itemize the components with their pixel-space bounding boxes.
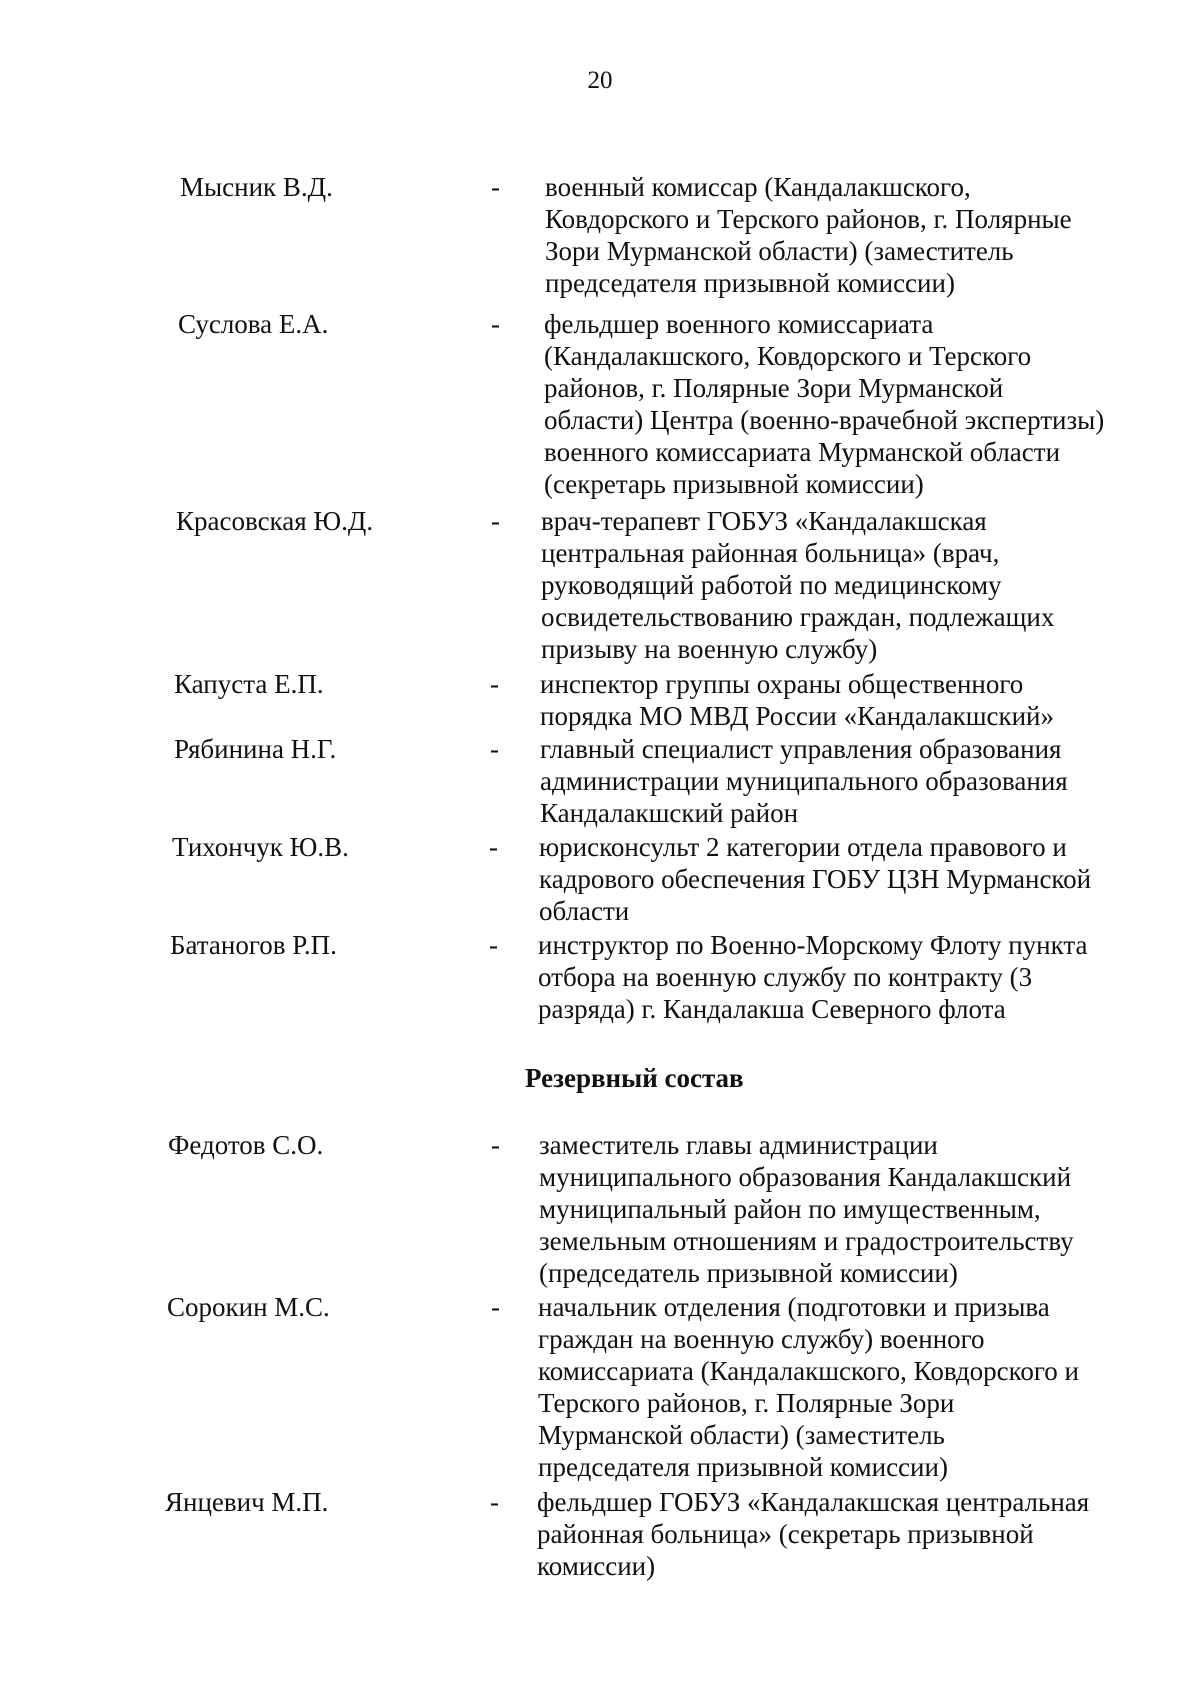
description-line: центральная районная больница» (врач,: [541, 538, 1000, 568]
description-line: инспектор группы охраны общественного: [540, 669, 1024, 699]
description-line: области) Центра (военно-врачебной экспертизы): [544, 405, 1105, 435]
description-line: Зори Мурманской области) (заместитель: [545, 236, 1014, 266]
description-line: председателя призывной комиссии): [538, 1452, 948, 1482]
member-dash: -: [489, 930, 498, 960]
description-line: руководящий работой по медицинскому: [541, 570, 1002, 600]
description-line: (Кандалакшского, Ковдорского и Терского: [544, 341, 1032, 371]
description-line: фельдшер военного комиссариата: [544, 309, 934, 339]
description-line: земельным отношениям и градостроительству: [539, 1226, 1074, 1256]
member-name: Батаногов Р.П.: [170, 930, 337, 960]
member-name: Рябинина Н.Г.: [174, 734, 337, 764]
member-description: [538, 929, 1087, 1025]
member-dash: -: [491, 309, 500, 339]
description-line: кадрового обеспечения ГОБУ ЦЗН Мурманской: [539, 864, 1092, 894]
description-line: разряда) г. Кандалакша Северного флота: [538, 994, 1006, 1024]
member-dash: -: [490, 669, 499, 699]
description-line: муниципальный район по имущественным,: [539, 1194, 1041, 1224]
description-line: инструктор по Военно-Морскому Флоту пункта: [538, 930, 1088, 960]
description-line: главный специалист управления образования: [540, 734, 1062, 764]
description-line: (секретарь призывной комиссии): [544, 469, 924, 499]
description-line: администрации муниципального образования: [540, 766, 1068, 796]
description-line: муниципального образования Кандалакшский: [539, 1162, 1072, 1192]
member-dash: -: [491, 1292, 500, 1322]
description-line: отбора на военную службу по контракту (3: [538, 962, 1033, 992]
member-name: Красовская Ю.Д.: [176, 506, 374, 536]
description-line: юрисконсульт 2 категории отдела правового и: [539, 832, 1067, 862]
description-line: военного комиссариата Мурманской области: [544, 437, 1061, 467]
member-name: Сорокин М.С.: [167, 1292, 330, 1322]
description-line: врач-терапевт ГОБУЗ «Кандалакшская: [541, 506, 987, 536]
member-description: [541, 505, 1054, 665]
description-line: освидетельствованию граждан, подлежащих: [541, 602, 1055, 632]
description-line: фельдшер ГОБУЗ «Кандалакшская центральная: [537, 1487, 1090, 1517]
member-description: [538, 1291, 1079, 1483]
member-dash: -: [491, 172, 500, 202]
page-number: 20: [587, 67, 613, 94]
member-dash: -: [490, 734, 499, 764]
description-line: военный комиссар (Кандалакшского,: [545, 172, 971, 202]
member-dash: -: [491, 1130, 500, 1160]
member-name: Капуста Е.П.: [174, 669, 324, 699]
description-line: порядка МО МВД России «Кандалакшский»: [540, 701, 1055, 731]
member-description: [540, 733, 1068, 829]
description-line: призыву на военную службу): [541, 634, 878, 664]
description-line: Ковдорского и Терского районов, г. Полярные: [545, 204, 1072, 234]
member-description: [539, 1129, 1074, 1289]
member-name: Мысник В.Д.: [180, 172, 333, 202]
description-line: районная больница» (секретарь призывной: [537, 1519, 1034, 1549]
description-line: председателя призывной комиссии): [545, 268, 955, 298]
member-dash: -: [489, 832, 498, 862]
description-line: начальник отделения (подготовки и призыва: [538, 1292, 1050, 1322]
member-description: [544, 308, 1104, 500]
description-line: комиссии): [537, 1551, 656, 1581]
reserve-section-heading: Резервный состав: [525, 1063, 744, 1093]
member-description: [540, 668, 1054, 732]
description-line: заместитель главы администрации: [539, 1130, 938, 1160]
description-line: районов, г. Полярные Зори Мурманской: [544, 373, 1004, 403]
member-name: Федотов С.О.: [168, 1130, 324, 1160]
description-line: комиссариата (Кандалакшского, Ковдорского и: [538, 1356, 1079, 1386]
member-description: [539, 831, 1091, 927]
description-line: граждан на военную службу) военного: [538, 1324, 985, 1354]
member-dash: -: [491, 506, 500, 536]
description-line: Терского районов, г. Полярные Зори: [538, 1388, 955, 1418]
description-line: (председатель призывной комиссии): [539, 1258, 958, 1288]
member-dash: -: [490, 1487, 499, 1517]
description-line: области: [539, 896, 630, 926]
description-line: Мурманской области) (заместитель: [538, 1420, 945, 1450]
member-name: Тихончук Ю.В.: [172, 832, 349, 862]
member-description: [537, 1486, 1089, 1582]
description-line: Кандалакшский район: [540, 798, 799, 828]
member-name: Янцевич М.П.: [165, 1487, 329, 1517]
member-description: [545, 171, 1072, 299]
member-name: Суслова Е.А.: [178, 309, 329, 339]
